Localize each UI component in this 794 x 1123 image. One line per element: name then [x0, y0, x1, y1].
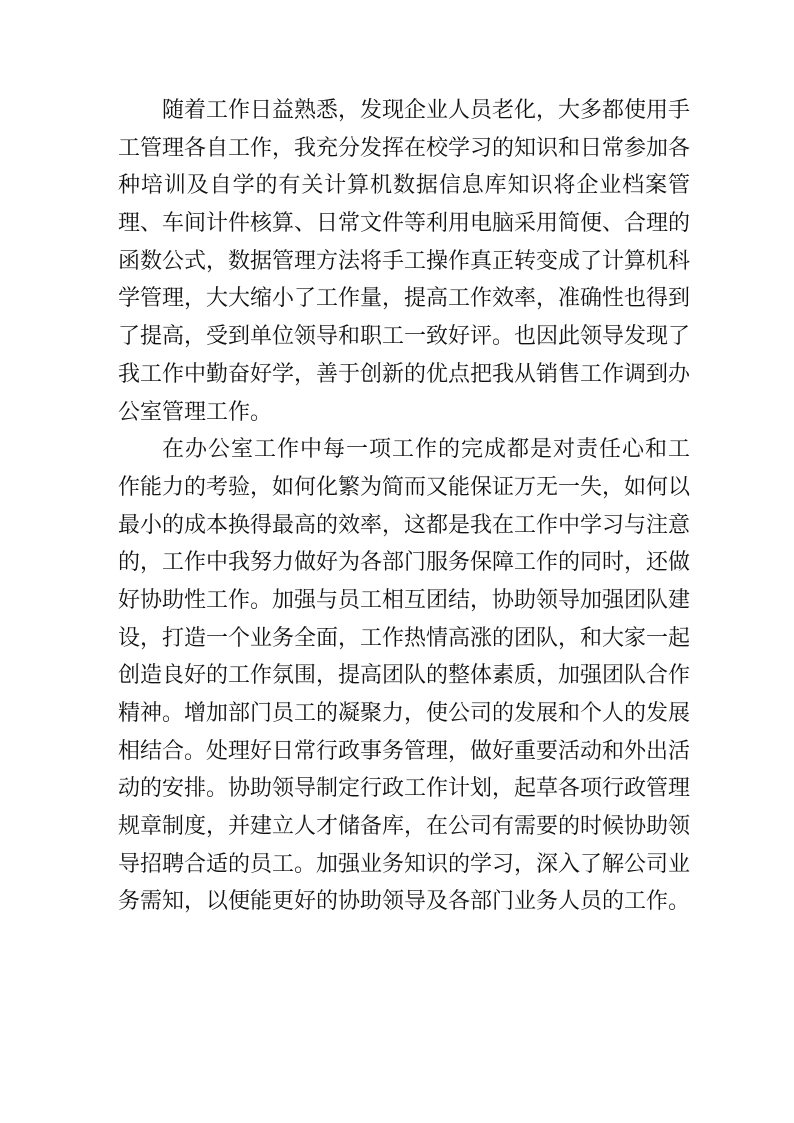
- paragraph-line: 精神。增加部门员工的凝聚力，使公司的发展和个人的发展: [118, 701, 691, 726]
- paragraph-line: 随着工作日益熟悉，发现企业人员老化，大多都使用手: [162, 98, 691, 123]
- paragraph-line: 创造良好的工作氛围，提高团队的整体素质，加强团队合作: [118, 663, 691, 689]
- paragraph-line: 务需知，以便能更好的协助领导及各部门业务人员的工作。: [118, 889, 691, 915]
- paragraph-line: 动的安排。协助领导制定行政工作计划，起草各项行政管理: [118, 776, 691, 802]
- paragraph-line: 学管理，大大缩小了工作量，提高工作效率，准确性也得到: [118, 286, 691, 312]
- paragraph-line: 理、车间计件核算、日常文件等利用电脑采用简便、合理的: [118, 211, 691, 237]
- paragraph-line: 相结合。处理好日常行政事务管理，做好重要活动和外出活: [118, 738, 691, 764]
- document-body: [118, 92, 690, 921]
- paragraph-line: 规章制度，并建立人才储备库，在公司有需要的时候协助领: [118, 814, 691, 840]
- paragraph-line: 导招聘合适的员工。加强业务知识的学习，深入了解公司业: [118, 851, 691, 877]
- paragraph-line: 工管理各自工作，我充分发挥在校学习的知识和日常参加各: [118, 135, 691, 161]
- paragraph-line: 好协助性工作。加强与员工相互团结，协助领导加强团队建: [118, 587, 691, 613]
- paragraph-line: 的，工作中我努力做好为各部门服务保障工作的同时，还做: [118, 550, 691, 576]
- paragraph-line: 了提高，受到单位领导和职工一致好评。也因此领导发现了: [118, 324, 691, 350]
- paragraph-line: 设，打造一个业务全面，工作热情高涨的团队，和大家一起: [118, 625, 691, 651]
- paragraph-line: 在办公室工作中每一项工作的完成都是对责任心和工: [162, 437, 690, 463]
- paragraph-1: [118, 92, 690, 431]
- paragraph-line: 函数公式，数据管理方法将手工操作真正转变成了计算机科: [118, 248, 691, 274]
- paragraph-line: 我工作中勤奋好学，善于创新的优点把我从销售工作调到办: [118, 361, 691, 387]
- paragraph-line: 种培训及自学的有关计算机数据信息库知识将企业档案管: [118, 173, 690, 199]
- paragraph-line: 作能力的考验，如何化繁为简而又能保证万无一失，如何以: [118, 474, 691, 500]
- paragraph-2: [118, 431, 690, 921]
- paragraph-line: 最小的成本换得最高的效率，这都是我在工作中学习与注意: [118, 512, 691, 538]
- paragraph-line: 公室管理工作。: [118, 399, 273, 425]
